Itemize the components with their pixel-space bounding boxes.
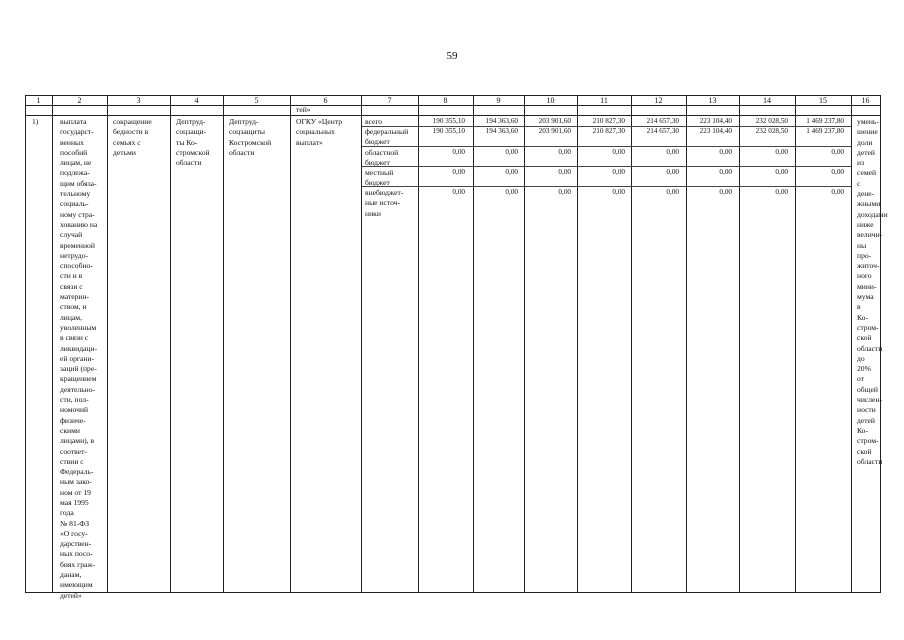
source-label: федеральный бюджет [365, 127, 409, 147]
indicator-cell: умень- шение доли детей из семей с дене- жными доходами ниже величи- ны про- житоч- ного мини- мума в Ко- стром- ской области до 20% от общей числен- ности детей Ко- стром- ской области [857, 117, 888, 466]
value-cell: 0,00 [719, 148, 732, 156]
column-header: 9 [496, 96, 501, 105]
source-divider [361, 166, 418, 167]
value-cell: 0,00 [558, 188, 571, 196]
table-border-bottom [25, 592, 880, 593]
col-rule [170, 95, 171, 593]
value-cell: 0,00 [612, 188, 625, 196]
column-header: 5 [254, 96, 259, 105]
value-cell: 0,00 [612, 148, 625, 156]
value-cell: 0,00 [666, 168, 679, 176]
source-divider [361, 146, 418, 147]
column-header: 13 [708, 96, 717, 105]
value-cell: 214 657,30 [646, 117, 679, 125]
value-cell: 1 469 237,80 [806, 117, 844, 125]
value-cell: 0,00 [775, 168, 788, 176]
value-cell: 0,00 [505, 168, 518, 176]
value-cell: 1 469 237,80 [806, 127, 844, 135]
col-rule [52, 95, 53, 593]
value-cell: 0,00 [452, 148, 465, 156]
col-rule [851, 95, 852, 593]
col-rule [290, 95, 291, 593]
value-cell: 0,00 [719, 188, 732, 196]
value-cell: 0,00 [831, 188, 844, 196]
column-header: 6 [323, 96, 328, 105]
value-cell: 0,00 [775, 188, 788, 196]
participant-cell: ОГКУ «Центр социальных выплат» [296, 117, 342, 147]
source-label: местный бюджет [365, 168, 394, 188]
column-header: 2 [77, 96, 82, 105]
value-cell: 190 355,10 [432, 117, 465, 125]
value-cell: 0,00 [666, 188, 679, 196]
column-header: 16 [861, 96, 870, 105]
source-label: областной бюджет [365, 148, 399, 168]
column-header: 11 [600, 96, 608, 105]
value-cell: 0,00 [719, 168, 732, 176]
value-cell: 0,00 [558, 148, 571, 156]
value-cell: 194 363,60 [485, 117, 518, 125]
value-cell: 232 028,50 [755, 117, 788, 125]
source-label: всего [365, 117, 383, 126]
source-label: внебюджет- ные источ- ники [365, 188, 404, 218]
value-cell: 223 104,40 [699, 117, 732, 125]
value-cell: 0,00 [831, 148, 844, 156]
measure-description: выплата государст- венных пособий лицам, не подлежа- щим обяза- тельному социаль- ному стра- хованию на случай временной нетрудо- способно- сти и в связи с материн- ством, и лицам, уволенным в связи с ликвидаци- ей органи- заций (пре- кращением деятельно- сти, пол- номочий физиче- скими лицами), в соответ- ствии с Федераль- ным зако- ном от 19 мая 1995 года № 81-ФЗ «О госу- дарствен- ных посо- биях граж- данам, имеющим детей» [60, 117, 98, 600]
column-header: 1 [36, 96, 41, 105]
value-cell: 0,00 [452, 188, 465, 196]
value-cell: 0,00 [775, 148, 788, 156]
value-cell: 203 901,60 [538, 127, 571, 135]
goal-cell: сокращение бедности в семьях с детьми [113, 117, 152, 157]
value-divider [418, 166, 851, 167]
col-rule [223, 95, 224, 593]
value-cell: 0,00 [558, 168, 571, 176]
source-divider [361, 126, 418, 127]
column-header: 10 [546, 96, 555, 105]
value-cell: 190 355,10 [432, 127, 465, 135]
value-cell: 0,00 [612, 168, 625, 176]
value-cell: 0,00 [505, 188, 518, 196]
column-header: 7 [387, 96, 392, 105]
coordinator-cell: Дептруд- соцзащи- ты Ко- стромской области [176, 117, 210, 168]
col-rule [361, 95, 362, 593]
value-cell: 210 827,30 [592, 127, 625, 135]
column-header: 14 [763, 96, 771, 105]
value-divider [418, 186, 851, 187]
executor-cell: Дептруд- соцзащиты Костромской области [229, 117, 272, 157]
value-cell: 232 028,50 [755, 127, 788, 135]
value-cell: 223 104,40 [699, 127, 732, 135]
value-cell: 214 657,30 [646, 127, 679, 135]
source-divider [361, 186, 418, 187]
page-number: 59 [446, 50, 458, 62]
value-cell: 203 901,60 [538, 117, 571, 125]
column-header: 3 [136, 96, 141, 105]
column-header: 8 [443, 96, 448, 105]
value-cell: 0,00 [831, 168, 844, 176]
value-cell: 0,00 [666, 148, 679, 156]
column-header: 4 [194, 96, 199, 105]
col-rule [107, 95, 108, 593]
value-cell: 210 827,30 [592, 117, 625, 125]
value-divider [418, 146, 851, 147]
value-cell: 194 363,60 [485, 127, 518, 135]
row-index: 1) [32, 117, 39, 126]
value-cell: 0,00 [452, 168, 465, 176]
value-cell: 0,00 [505, 148, 518, 156]
carryover-text: тей» [296, 105, 311, 114]
column-header: 15 [819, 96, 827, 105]
col-rule [25, 95, 26, 593]
value-divider [418, 126, 851, 127]
column-header: 12 [654, 96, 663, 105]
